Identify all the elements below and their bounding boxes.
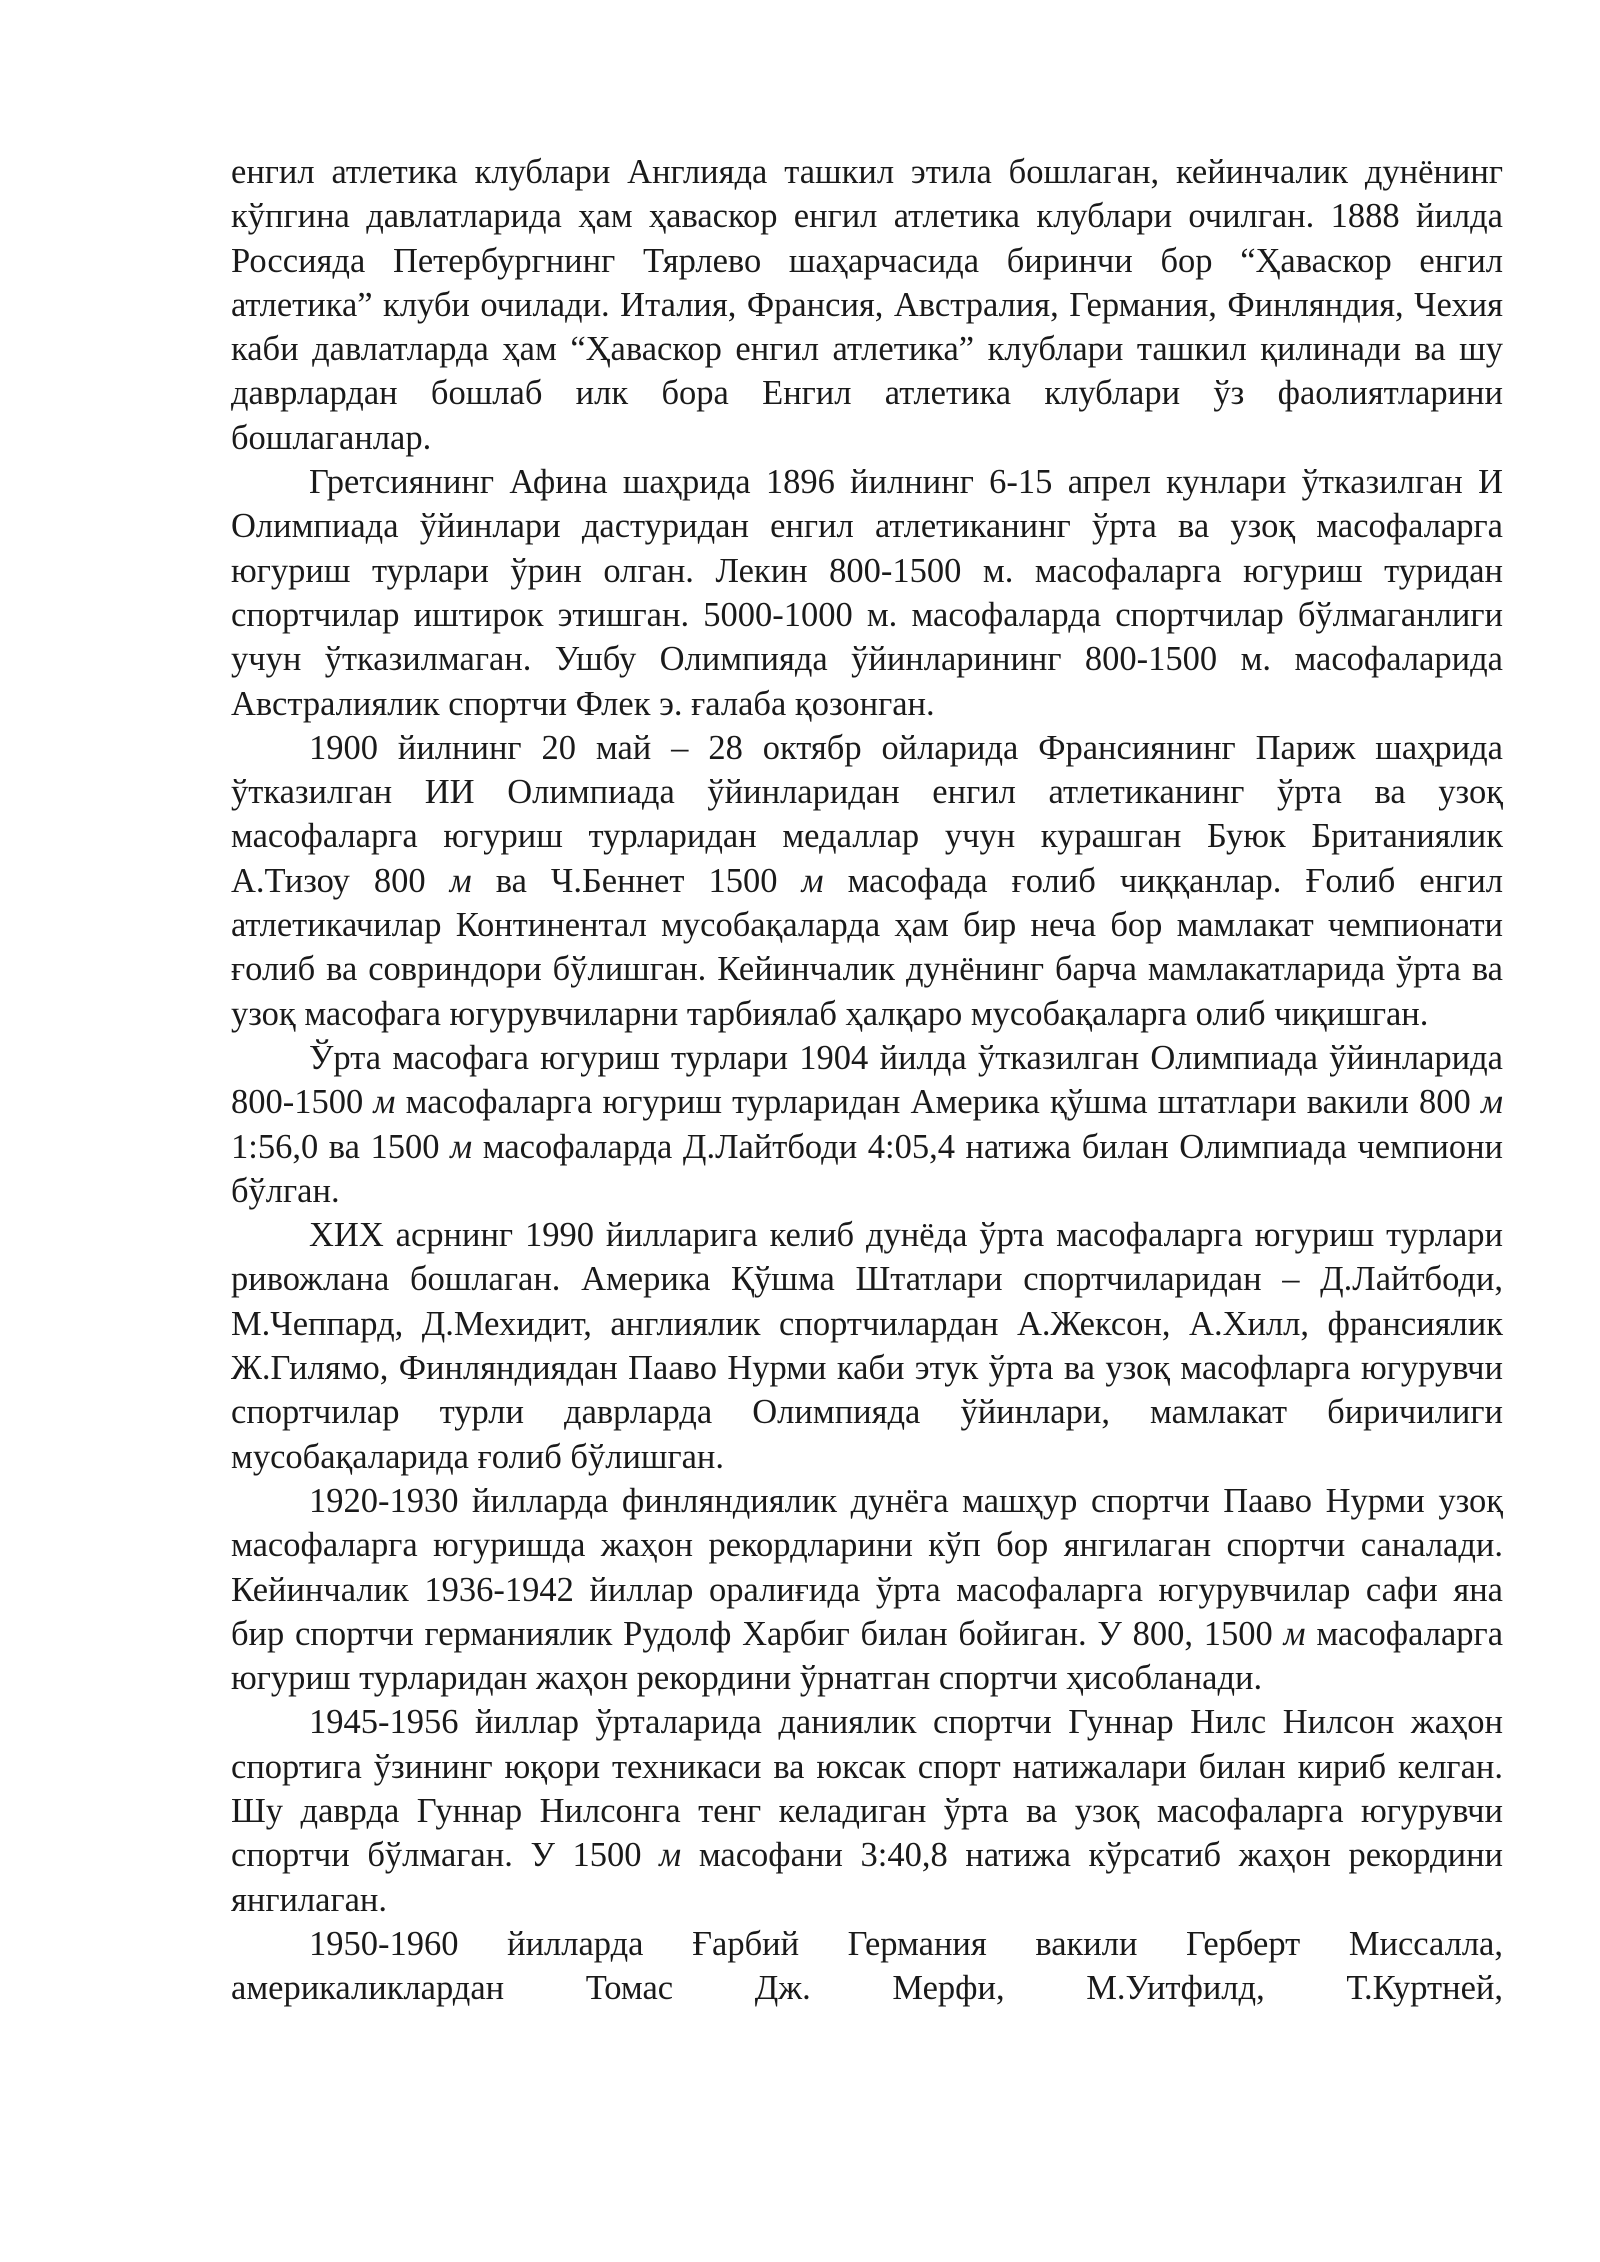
paragraph [231,1479,1503,1700]
paragraph-text: 1950-1960 йилларда Ғарбий Германия вакили Герберт Миссалла, америкаликлардан Томас Дж. Мерфи, М.Уитфилд, Т.Куртней, [231,1924,1503,2008]
unit-metre: м [373,1083,396,1122]
paragraph-text: ХИХ асрнинг 1990 йилларига келиб дунёда ўрта масофаларга югуриш турлари ривожлана бошлаган. Америка Қўшма Штатлари спортчиларидан – Д.Лайтбоди, М.Чеппард, Д.Мехидит, англиялик спортчилардан А.Жексон, А.Хилл, франсиялик Ж.Гилямо, Финляндиядан Пааво Нурми каби этук ўрта ва узоқ масофларга югурувчи спортчилар турли даврларда Олимпияда ўйинлари, мамлакат биричилиги мусобақаларида ғолиб бўлишган. [231,1216,1503,1476]
paragraph [231,1213,1503,1479]
paragraph [231,726,1503,1036]
unit-metre: м [450,1127,473,1166]
paragraph-text: масофаларда Д.Лайтбоди 4:05,4 натижа билан Олимпиада чемпиони бўлган. [231,1127,1503,1210]
paragraph-text: масофада ғолиб чиққанлар. Ғолиб енгил атлетикачилар Континентал мусобақаларда ҳам бир неча бор мамлакат чемпионати ғолиб ва совриндори бўлишган. Кейинчалик дунёнинг барча мамлакатларида ўрта ва узоқ масофага югурувчиларни тарбиялаб ҳалқаро мусобақаларга олиб чиқишган. [231,861,1504,1033]
paragraph-text: 1900 йилнинг 20 май – 28 октябр ойларида Франсиянинг Париж шаҳрида ўтказилган ИИ Олимпиада ўйинларидан енгил атлетиканинг ўрта ва узоқ масофаларга югуриш турларидан медаллар учун курашган Буюк Британиялик А.Тизоу 800 [231,728,1503,900]
unit-metre: м [449,861,472,900]
paragraph-text: масофани 3:40,8 натижа кўрсатиб жаҳон рекордини янгилаган. [231,1836,1504,1919]
paragraph [231,460,1503,726]
document-body [231,150,1503,2010]
unit-metre: м [1480,1083,1503,1122]
paragraph-text: 1920-1930 йилларда финляндиялик дунёга машҳур спортчи Пааво Нурми узоқ масофаларга югуришда жаҳон рекордларини кўп бор янгилаган спортчи саналади. Кейинчалик 1936-1942 йиллар оралиғида ўрта масофаларга югурувчилар сафи яна бир спортчи германиялик Рудолф Харбиг билан бойиган. У 800, 1500 [231,1481,1503,1653]
unit-metre: м [801,861,824,900]
paragraph [231,1036,1503,1213]
paragraph-text: 1945-1956 йиллар ўрталарида даниялик спортчи Гуннар Нилс Нилсон жаҳон спортига ўзининг юқори техникаси ва юксак спорт натижалари билан кириб келган. Шу даврда Гуннар Нилсонга тенг келадиган ўрта ва узоқ масофаларга югурувчи спортчи бўлмаган. У 1500 [231,1703,1503,1875]
paragraph-text: енгил атлетика клублари Англияда ташкил этила бошлаган, кейинчалик дунёнинг кўпгина давлатларида ҳам ҳаваскор енгил атлетика клублари очилган. 1888 йилда Россияда Петербургнинг Тярлево шаҳарчасида биринчи бор “Ҳаваскор енгил атлетика” клуби очилади. Италия, Франсия, Австралия, Германия, Финляндия, Чехия каби давлатларда ҳам “Ҳаваскор енгил атлетика” клублари ташкил қилинади ва шу даврлардан бошлаб илк бора Енгил атлетика клублари ўз фаолиятларини бошлаганлар. [231,153,1503,457]
paragraph [231,150,1503,460]
paragraph-text: масофаларга югуриш турларидан жаҳон рекордини ўрнатган спортчи ҳисобланади. [231,1614,1504,1698]
paragraph-text: Ўрта масофага югуриш турлари 1904 йилда ўтказилган Олимпиада ўйинларида 800-1500 [231,1038,1503,1122]
paragraph-text: Гретсиянинг Афина шаҳрида 1896 йилнинг 6-15 апрел кунлари ўтказилган И Олимпиада ўйинлари дастуридан енгил атлетиканинг ўрта ва узоқ масофаларга югуриш турлари ўрин олган. Лекин 800-1500 м. масофаларга югуриш туридан спортчилар иштирок этишган. 5000-1000 м. масофаларда спортчилар бўлмаганлиги учун ўтказилмаган. Ушбу Олимпияда ўйинларининг 800-1500 м. масофаларида Австралиялик спортчи Флек э. ғалаба қозонган. [231,463,1503,723]
paragraph-text: масофаларга югуриш турларидан Америка қўшма штатлари вакили 800 [395,1083,1481,1122]
paragraph [231,1922,1503,2011]
unit-metre: м [659,1836,682,1875]
paragraph-text: 1:56,0 ва 1500 [231,1127,451,1166]
paragraph-text: ва Ч.Беннет 1500 [471,861,802,900]
unit-metre: м [1283,1614,1306,1653]
paragraph [231,1700,1503,1921]
